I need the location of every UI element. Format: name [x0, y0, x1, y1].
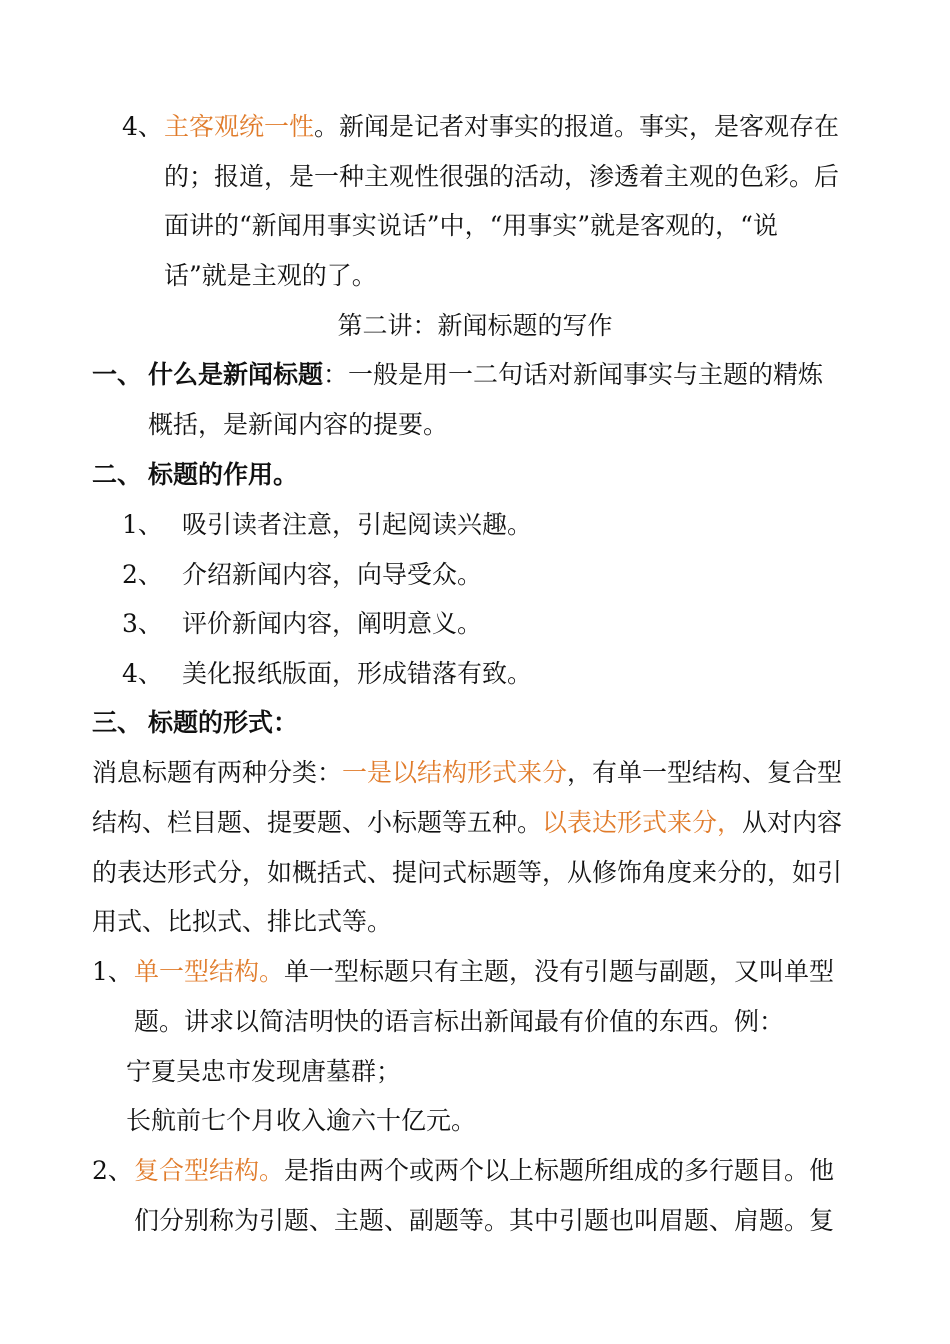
s2-item-1-number: 1、	[122, 510, 163, 539]
p4-line-4: 话”就是主观的了。	[164, 261, 377, 290]
s3-heading: 标题的形式：	[148, 708, 299, 737]
p4-text-1: 。新闻是记者对事实的报道。事实，是客观存在	[314, 112, 840, 141]
s2-item-2	[122, 550, 482, 600]
s3-item-1-number: 1、	[92, 957, 133, 986]
s2-item-2-number: 2、	[122, 560, 163, 589]
s2-item-2-text: 介绍新闻内容，向导受众。	[182, 560, 483, 589]
s3-item-2-text-1: 是指由两个或两个以上标题所组成的多行题目。他	[284, 1156, 835, 1185]
s1-number: 一、	[92, 360, 143, 389]
s2-item-1	[122, 500, 532, 550]
s2-item-1-text: 吸引读者注意，引起阅读兴趣。	[182, 510, 533, 539]
s3-para-line-4: 用式、比拟式、排比式等。	[92, 907, 393, 936]
s2-number: 二、	[92, 460, 143, 489]
s3-item-1-line-1	[92, 947, 834, 997]
s2-heading: 标题的作用。	[148, 460, 299, 489]
s2-item-4-number: 4、	[122, 659, 163, 688]
s3-item-1-example-1: 宁夏吴忠市发现唐墓群；	[126, 1057, 402, 1086]
s3-item-1-line-2: 题。讲求以简洁明快的语言标出新闻最有价值的东西。例：	[134, 1007, 785, 1036]
s3-para-text-1a: 消息标题有两种分类：	[92, 758, 343, 787]
p4-line-3: 面讲的“新闻用事实说话”中，“用事实”就是客观的，“说	[164, 211, 778, 240]
s3-para-text-2c: 从对内容	[742, 808, 843, 837]
s3-para-line-1	[92, 748, 842, 798]
s3-item-2-line-2: 们分别称为引题、主题、副题等。其中引题也叫眉题、肩题。复	[134, 1206, 835, 1235]
s2-item-4	[122, 649, 532, 699]
s3-para-term-2: 以表达形式来分，	[542, 808, 743, 837]
p4-line-1	[122, 102, 839, 152]
p4-number: 4、	[122, 112, 163, 141]
s3-item-1-text-1: 单一型标题只有主题，没有引题与副题，又叫单型	[284, 957, 835, 986]
s3-para-term-1: 一是以结构形式来分	[342, 758, 568, 787]
s2-heading-line	[92, 450, 298, 500]
s2-item-3-text: 评价新闻内容，阐明意义。	[182, 609, 483, 638]
s3-para-line-3: 的表达形式分，如概括式、提问式标题等，从修饰角度来分的，如引	[92, 858, 843, 887]
s3-item-1-example-2: 长航前七个月收入逾六十亿元。	[126, 1106, 477, 1135]
s3-para-text-2a: 结构、栏目题、提要题、小标题等五种。	[92, 808, 543, 837]
s3-item-2-number: 2、	[92, 1156, 133, 1185]
s3-item-2-line-1	[92, 1146, 834, 1196]
s1-line-1	[92, 350, 823, 400]
s1-text-1: ：一般是用一二句话对新闻事实与主题的精炼	[323, 360, 824, 389]
s1-heading: 什么是新闻标题	[148, 360, 324, 389]
s1-line-2: 概括，是新闻内容的提要。	[148, 410, 449, 439]
s3-heading-line	[92, 698, 298, 748]
p4-term: 主客观统一性	[164, 112, 315, 141]
s3-item-1-term: 单一型结构。	[134, 957, 285, 986]
s3-para-text-1c: ，有单一型结构、复合型	[567, 758, 843, 787]
s2-item-3	[122, 599, 482, 649]
s2-item-3-number: 3、	[122, 609, 163, 638]
s2-item-4-text: 美化报纸版面，形成错落有致。	[182, 659, 533, 688]
lecture-title: 第二讲：新闻标题的写作	[337, 311, 613, 340]
p4-line-2: 的；报道，是一种主观性很强的活动，渗透着主观的色彩。后	[164, 162, 840, 191]
s3-item-2-term: 复合型结构。	[134, 1156, 285, 1185]
s3-para-line-2	[92, 798, 842, 848]
s3-number: 三、	[92, 708, 143, 737]
